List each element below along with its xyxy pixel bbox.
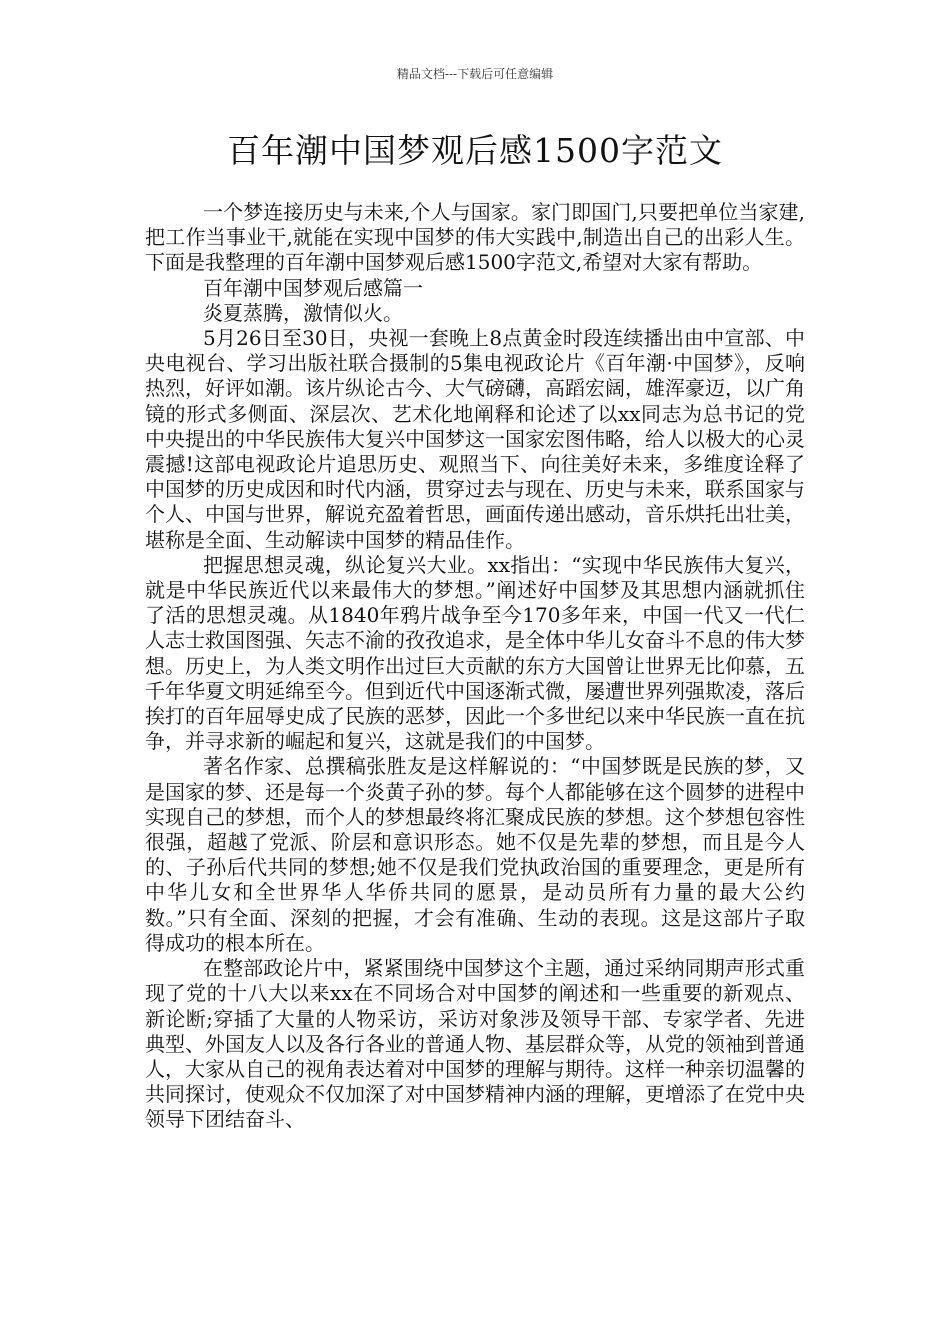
paragraph: 著名作家、总撰稿张胜友是这样解说的：“中国梦既是民族的梦，又是国家的梦、还是每一个炎黄子孙的梦。每个人都能够在这个圆梦的进程中实现自己的梦想，而个人的梦想最终将汇聚成民族的梦想。这个梦想包容性很强，超越了党派、阶层和意识形态。她不仅是先辈的梦想，而且是今人的、子孙后代共同的梦想;她不仅是我们党执政治国的重要理念，更是所有中华儿女和全世界华人华侨共同的愿景，是动员所有力量的最大公约数。”只有全面、深刻的把握，才会有准确、生动的表现。这是这部片子取得成功的根本所在。: [145, 754, 805, 955]
page-header-note: 精品文档---下载后可任意编辑: [396, 67, 554, 81]
paragraph-intro: 一个梦连接历史与未来,个人与国家。家门即国门,只要把单位当家建,把工作当事业干,就能在实现中国梦的伟大实践中,制造出自己的出彩人生。下面是我整理的百年潮中国梦观后感1500字范文,希望对大家有帮助。: [145, 200, 805, 275]
paragraph: 炎夏蒸腾，激情似火。: [203, 300, 403, 325]
paragraph: 把握思想灵魂，纵论复兴大业。xx指出：“实现中华民族伟大复兴，就是中华民族近代以来最伟大的梦想。”阐述好中国梦及其思想内涵就抓住了活的思想灵魂。从1840年鸦片战争至今170多年来，中国一代又一代仁人志士救国图强、矢志不渝的孜孜追求，是全体中华儿女奋斗不息的伟大梦想。历史上，为人类文明作出过巨大贡献的东方大国曾让世界无比仰慕，五千年华夏文明延绵至今。但到近代中国逐渐式微，屡遭世界列强欺凌，落后挨打的百年屈辱史成了民族的恶梦，因此一个多世纪以来中华民族一直在抗争，并寻求新的崛起和复兴，这就是我们的中国梦。: [145, 552, 805, 754]
paragraph: 5月26日至30日，央视一套晚上8点黄金时段连续播出由中宣部、中央电视台、学习出版社联合摄制的5集电视政论片《百年潮·中国梦》，反响热烈，好评如潮。该片纵论古今、大气磅礴，高蹈宏阔，雄浑豪迈，以广角镜的形式多侧面、深层次、艺术化地阐释和论述了以xx同志为总书记的党中央提出的中华民族伟大复兴中国梦这一国家宏图伟略，给人以极大的心灵震撼!这部电视政论片追思历史、观照当下、向往美好未来，多维度诠释了中国梦的历史成因和时代内涵，贯穿过去与现在、历史与未来，联系国家与个人、中国与世界，解说充盈着哲思，画面传递出感动，音乐烘托出壮美，堪称是全面、生动解读中国梦的精品佳作。: [145, 326, 805, 552]
document-title: 百年潮中国梦观后感1500字范文: [227, 131, 723, 170]
document-body: [145, 200, 805, 1133]
section-heading: 百年潮中国梦观后感篇一: [203, 275, 423, 300]
paragraph: 在整部政论片中，紧紧围绕中国梦这个主题，通过采纳同期声形式重现了党的十八大以来xx在不同场合对中国梦的阐述和一些重要的新观点、新论断;穿插了大量的人物采访，采访对象涉及领导干部、专家学者、先进典型、外国友人以及各行各业的普通人物、基层群众等，从党的领袖到普通人，大家从自己的视角表达着对中国梦的理解与期待。这样一种亲切温馨的共同探讨，使观众不仅加深了对中国梦精神内涵的理解，更增添了在党中央领导下团结奋斗、: [145, 956, 805, 1132]
